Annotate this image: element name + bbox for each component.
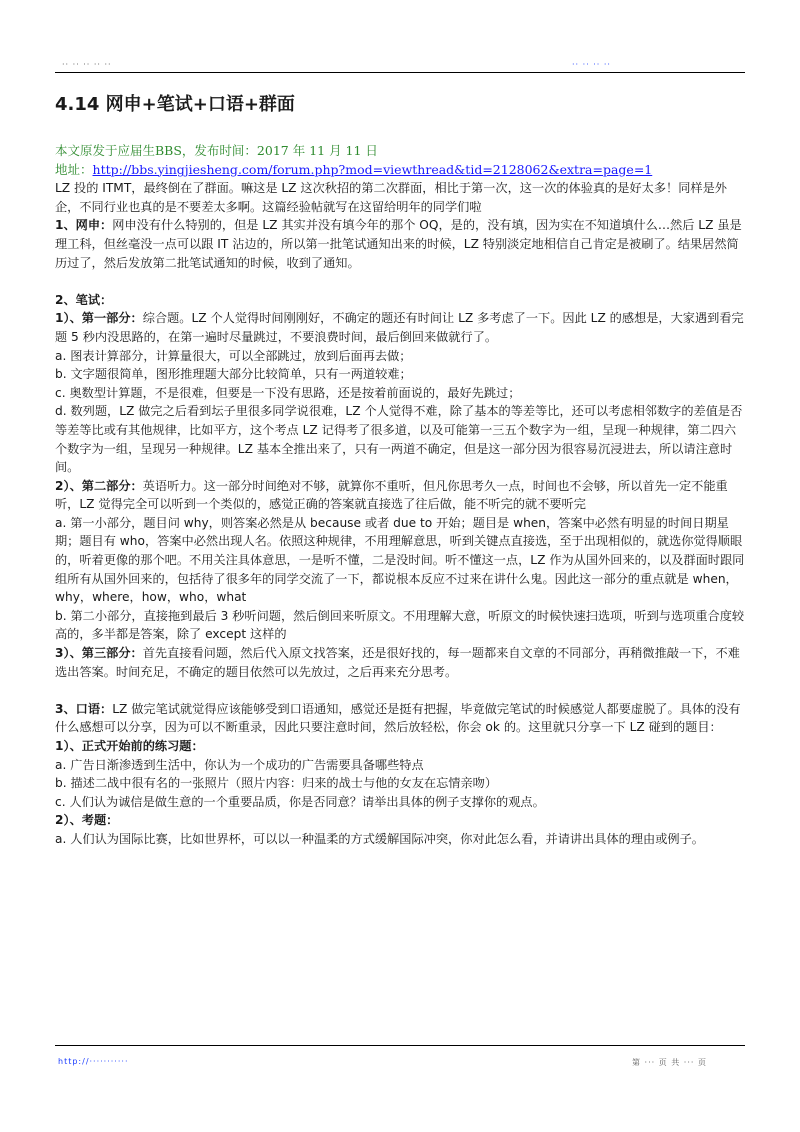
part-heading: 1）、正式开始前的练习题： <box>55 739 204 753</box>
section-heading: 3、口语： <box>55 701 113 716</box>
section-heading: 1、网申： <box>55 218 113 233</box>
article-title: 4.14 网申+笔试+口语+群面 <box>55 94 295 115</box>
part-heading: 2）、第二部分： <box>55 478 143 493</box>
address-label: 地址： <box>55 161 93 177</box>
article-body <box>55 92 747 849</box>
part-text: 英语听力。这一部分时间绝对不够，就算你不重听，但凡你思考久一点，时间也不会够，所以首先一定不能重听，LZ 觉得完全可以听到一个类似的，感觉正确的答案就直接选了往后做，能不听完的就不要听完 <box>55 478 728 512</box>
address-link[interactable]: http://bbs.yingjiesheng.com/forum.php?mod=viewthread&tid=2128062&extra=page=1 <box>92 161 653 177</box>
address-line <box>55 161 747 180</box>
part-heading: 3）、第三部分： <box>55 646 143 661</box>
list-item: d. 数列题，LZ 做完之后看到坛子里很多同学说很难，LZ 个人觉得不难，除了基本的等差等比，还可以考虑相邻数字的差值是否等差等比或有其他规律，比如平方，这个考点 LZ 记得考了很多道，以及可能第一三五个数字为一组，呈现一种规律，第二四六个数字为一组，呈现另一种规律。LZ 基本全推出来了，只有一两道不确定，但是这一部分因为很容易沉浸进去，所以请注意时间。 <box>55 404 743 475</box>
part-heading: 1）、第一部分： <box>55 311 143 326</box>
running-footer-left: http://··········· <box>58 1057 129 1066</box>
header-rule <box>55 72 745 73</box>
list-item: a. 图表计算部分，计算量很大，可以全部跳过，放到后面再去做； <box>55 348 412 363</box>
part-text: 首先直接看问题，然后代入原文找答案，还是很好找的，每一题都来自文章的不同部分，再稍微推敲一下，不难选出答案。时间充足，不确定的题目依然可以先放过，之后再来充分思考。 <box>55 646 740 679</box>
spacer <box>55 272 747 291</box>
section-online-application <box>55 216 747 272</box>
written-test-part-2 <box>55 477 747 514</box>
part-heading: 2）、考题： <box>55 813 119 828</box>
section-text: LZ 做完笔试就觉得应该能够受到口语通知，感觉还是挺有把握，毕竟做完笔试的时候感觉人都要虚脱了。具体的没有什么感想可以分享，因为可以不断重录，因此只要注意时间，然后放轻松，你会 ok 的。这里就只分享一下 LZ 碰到的题目： <box>55 701 741 735</box>
running-header-right: ·· ·· ·· ·· <box>572 60 611 69</box>
intro-paragraph: LZ 投的 ITMT，最终倒在了群面。嘛这是 LZ 这次秋招的第二次群面，相比于第一次，这一次的体验真的是好太多！同样是外企，不同行业也真的是不要差太多啊。这篇经验帖就写在这留给明年的同学们啦 <box>55 181 727 214</box>
section-heading: 2、笔试： <box>55 292 113 307</box>
running-header-left: ·· ·· ·· ·· ·· <box>62 60 112 69</box>
source-line: 本文原发于应届生BBS，发布时间：2017 年 11 月 11 日 <box>55 143 378 158</box>
spacer <box>55 681 747 700</box>
list-item: c. 人们认为诚信是做生意的一个重要品质，你是否同意？请举出具体的例子支撑你的观点。 <box>55 794 545 809</box>
section-text: 网申没有什么特别的，但是 LZ 其实并没有填今年的那个 OQ，是的，没有填，因为实在不知道填什么…然后 LZ 虽是理工科，但丝毫没一点可以跟 IT 沾边的，所以第一批笔试通知出来的时候，LZ 特别淡定地相信自己肯定是被刷了。结果居然简历过了，然后发放第二批笔试通知的时候，收到了通知。 <box>55 218 742 270</box>
list-item: c. 奥数型计算题，不是很难，但要是一下没有思路，还是按着前面说的，最好先跳过； <box>55 385 521 400</box>
footer-rule <box>55 1045 745 1046</box>
written-test-part-3 <box>55 644 747 681</box>
list-item: b. 描述二战中很有名的一张照片（照片内容：归来的战士与他的女友在忘情亲吻） <box>55 776 498 791</box>
list-item: b. 第二小部分，直接拖到最后 3 秒听问题，然后倒回来听原文。不用理解大意，听原文的时候快速扫选项，听到与选项重合度较高的，多半都是答案，除了 except 这样的 <box>55 608 745 642</box>
written-test-part-1 <box>55 309 747 346</box>
section-oral <box>55 700 747 737</box>
list-item: a. 广告日渐渗透到生活中，你认为一个成功的广告需要具备哪些特点 <box>55 757 424 772</box>
list-item: a. 第一小部分，题目问 why，则答案必然是从 because 或者 due to 开始；题目是 when，答案中必然有明显的时间日期星期；题目有 who，答案中必然出现人名。依照这种规律，不用理解意思，听到关键点直接选，至于出现相似的，就选你觉得顺眼的，听着更像的那个吧。不用关注具体意思，一是听不懂，二是没时间。听不懂这一点，LZ 作为从国外回来的，以及群面时跟同组所有从国外回来的，包括待了很多年的同学交流了一下，都说根本反应不过来在讲什么鬼。因此这一部分的重点就是 when，why，where，how，who，what <box>55 515 745 605</box>
part-text: 综合题。LZ 个人觉得时间刚刚好，不确定的题还有时间让 LZ 多考虑了一下。因此 LZ 的感想是，大家遇到看完题 5 秒内没思路的，在第一遍时尽量跳过，不要浪费时间，最后倒回来做就行了。 <box>55 311 744 344</box>
list-item: b. 文字题很简单，图形推理题大部分比较简单，只有一两道较难； <box>55 367 412 382</box>
running-footer-right: 第 ··· 页 共 ··· 页 <box>632 1058 707 1066</box>
list-item: a. 人们认为国际比赛，比如世界杯，可以以一种温柔的方式缓解国际冲突，你对此怎么看，并请讲出具体的理由或例子。 <box>55 831 704 846</box>
